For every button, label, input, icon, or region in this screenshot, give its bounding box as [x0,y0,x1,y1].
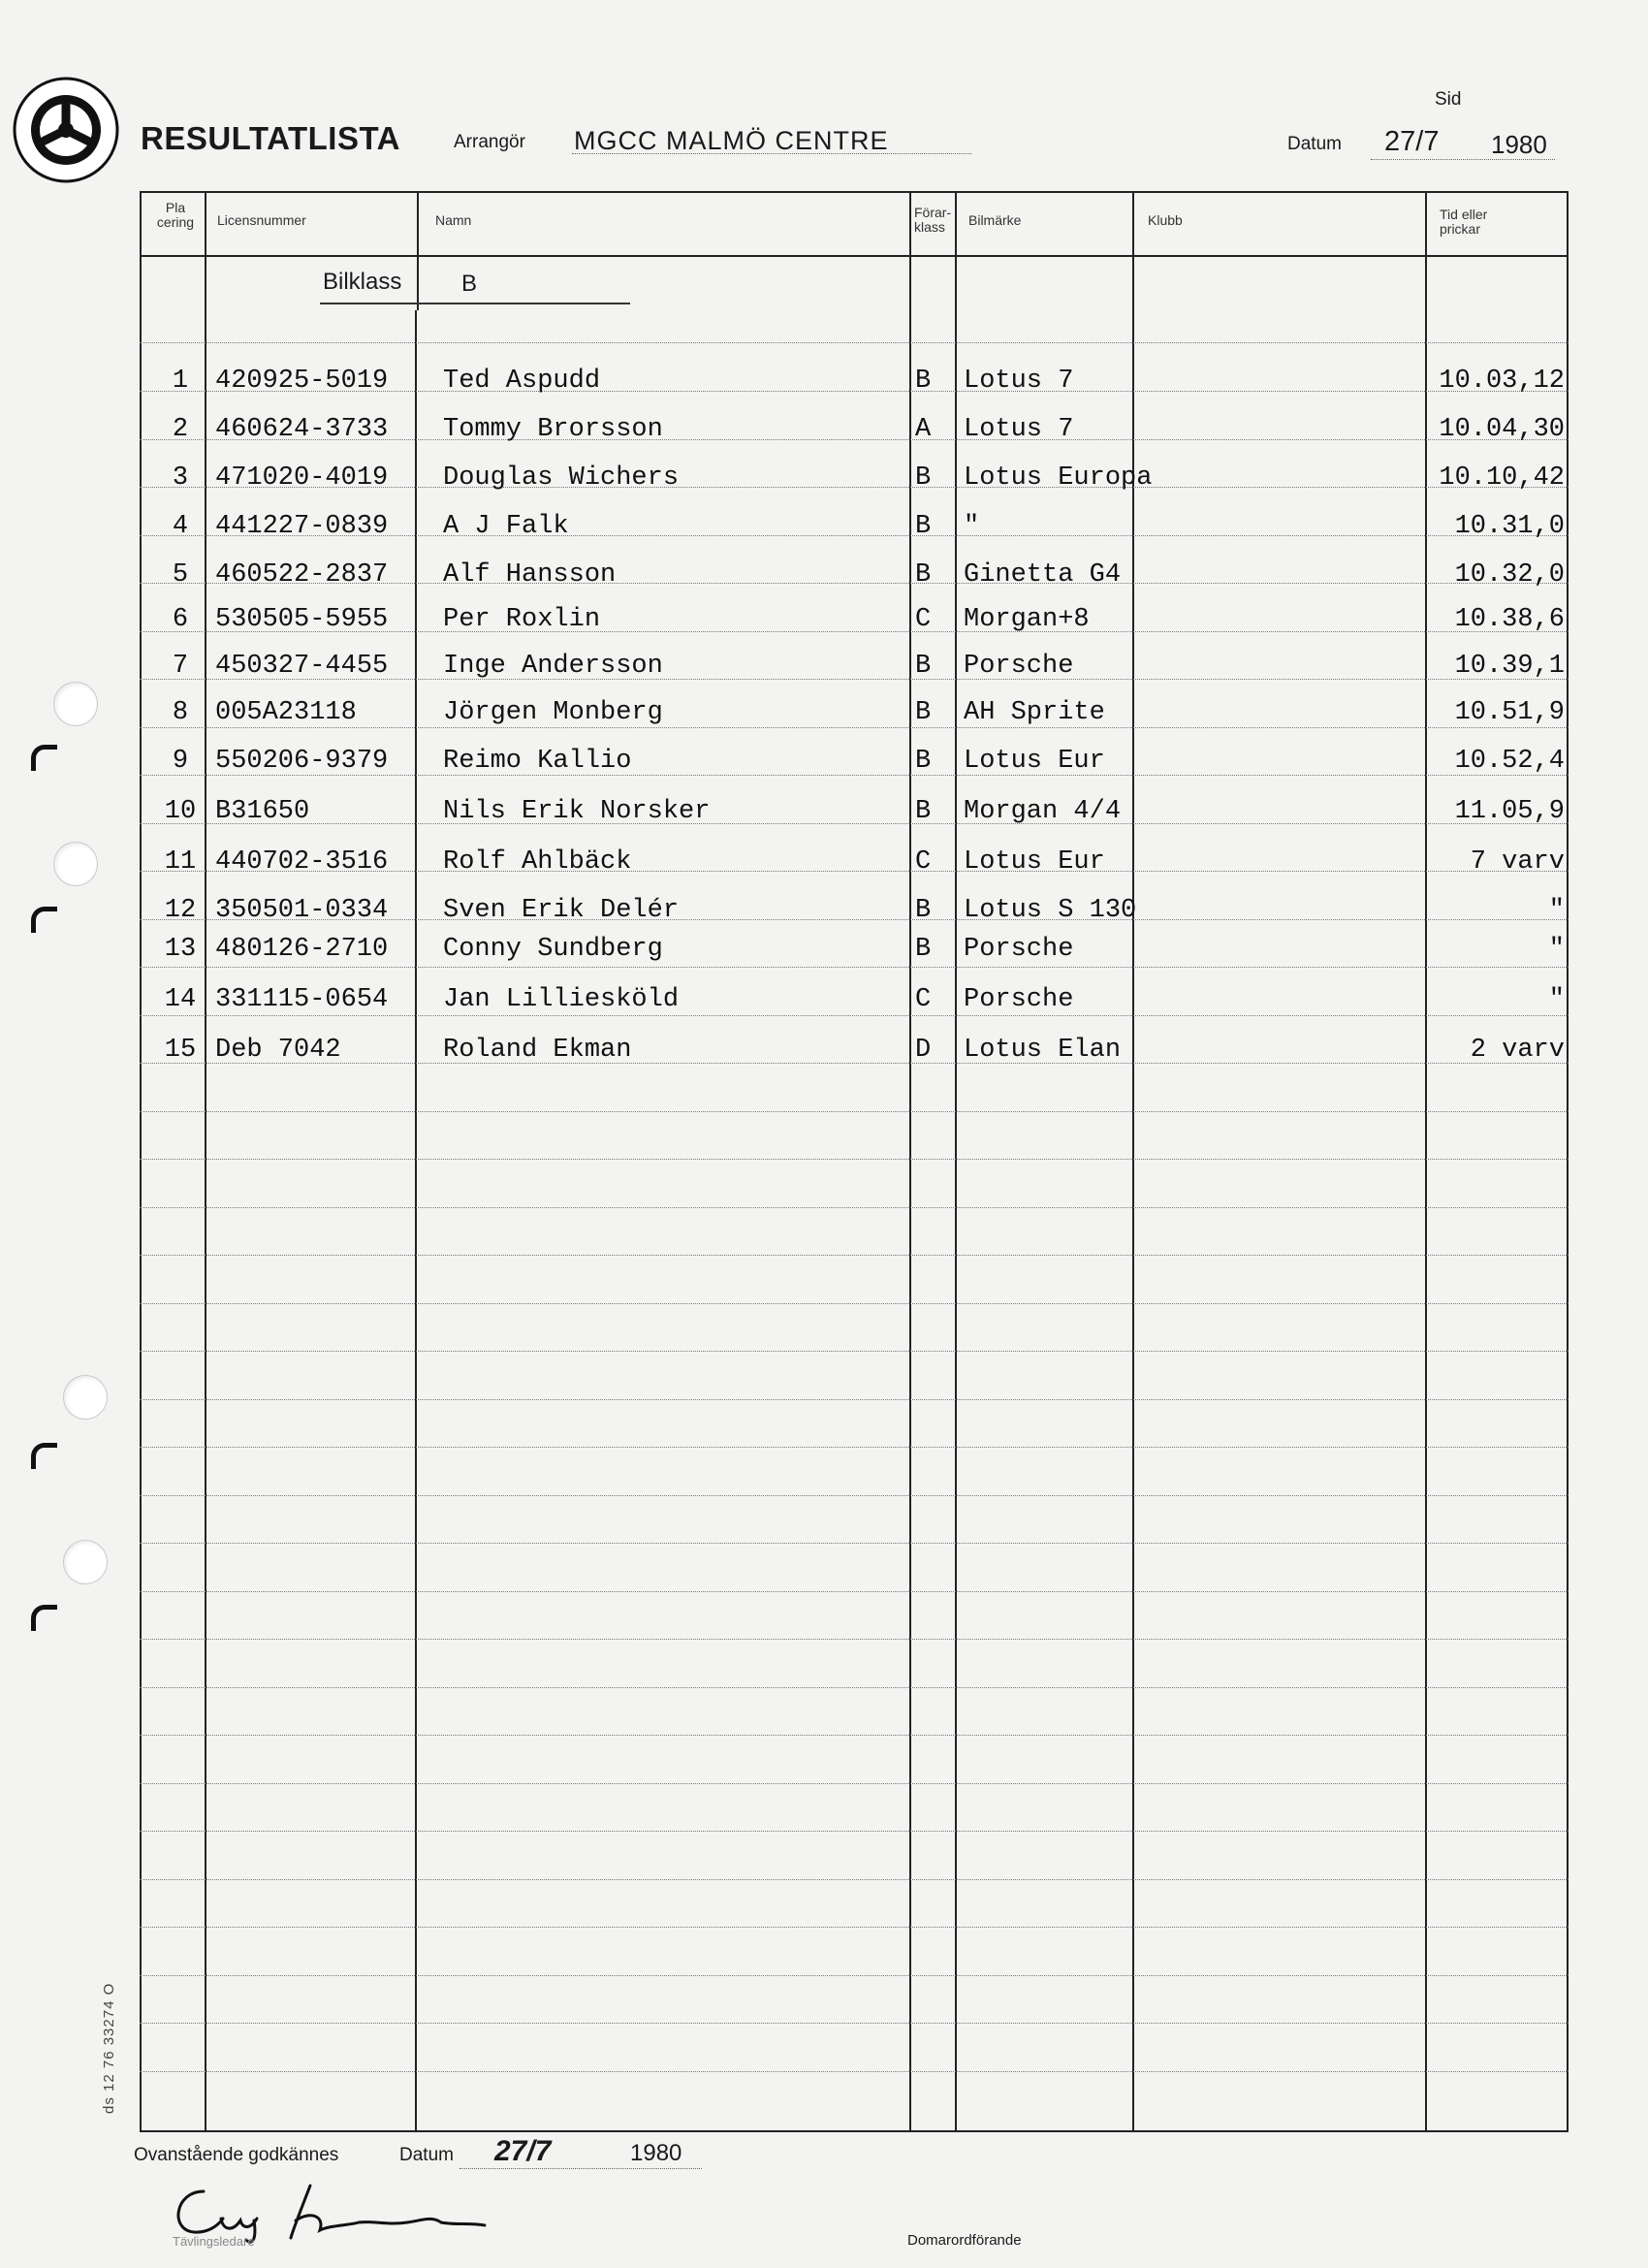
row-place: 1 [172,367,189,396]
row-name: Ted Aspudd [443,367,601,396]
binder-hole [53,682,98,726]
date-value: 27/7 [1384,126,1440,157]
header-namn: Namn [435,212,472,228]
row-name: Nils Erik Norsker [443,797,711,826]
table-row [0,847,1648,896]
row-bilmarke: Lotus 7 [964,367,1074,396]
row-time: 10.38,6 [1454,605,1565,634]
row-name: Conny Sundberg [443,935,663,964]
domar-label: Domarordförande [907,2232,1022,2249]
ruled-line [140,1927,1569,1928]
row-forarklass: D [915,1036,932,1065]
row-time: " [1548,935,1565,964]
row-time: " [1548,896,1565,925]
row-bilmarke: " [964,512,980,541]
table-row [0,698,1648,747]
row-name: Reimo Kallio [443,747,632,776]
row-license: 460522-2837 [215,560,389,590]
row-forarklass: C [915,847,932,877]
ruled-line [140,1783,1569,1784]
binder-mark [31,907,57,933]
table-row [0,560,1648,609]
date-label: Datum [1287,134,1342,154]
table-row [0,1036,1648,1084]
document-title: RESULTATLISTA [141,120,401,156]
row-name: A J Falk [443,512,569,541]
row-bilmarke: Porsche [964,985,1074,1014]
footer-date-value: 27/7 [494,2135,552,2167]
row-forarklass: B [915,463,932,493]
row-forarklass: B [915,698,932,727]
date-underline [1371,159,1555,160]
row-place: 15 [164,1036,197,1065]
row-license: Deb 7042 [215,1036,341,1065]
table-row [0,463,1648,512]
ruled-line [140,1687,1569,1688]
row-place: 2 [172,415,189,444]
ruled-line [140,1447,1569,1448]
table-row [0,605,1648,654]
row-place: 11 [164,847,197,877]
row-name: Rolf Ahlbäck [443,847,632,877]
row-time: 10.32,0 [1454,560,1565,590]
row-name: Jan Lilliesköld [443,985,680,1014]
row-place: 8 [172,698,189,727]
header-placering: Pla cering [156,200,195,230]
row-place: 10 [164,797,197,826]
row-forarklass: A [915,415,932,444]
row-time: 10.31,0 [1454,512,1565,541]
row-license: 350501-0334 [215,896,389,925]
ruled-line [140,342,1569,343]
row-time: 2 varv [1470,1036,1565,1065]
row-place: 9 [172,747,189,776]
row-name: Per Roxlin [443,605,601,634]
row-time: 10.39,1 [1454,652,1565,681]
year-value: 1980 [1491,130,1547,159]
ruled-line [140,1351,1569,1352]
row-place: 13 [164,935,197,964]
row-license: 420925-5019 [215,367,389,396]
row-forarklass: B [915,560,932,590]
ruled-line [140,2071,1569,2072]
row-place: 7 [172,652,189,681]
row-license: 005A23118 [215,698,357,727]
row-bilmarke: Morgan+8 [964,605,1090,634]
footer-year-value: 1980 [630,2140,682,2166]
row-bilmarke: Lotus Europa [964,463,1153,493]
row-time: 10.51,9 [1454,698,1565,727]
row-time: 10.10,42 [1439,463,1565,493]
row-bilmarke: Lotus Elan [964,1036,1122,1065]
row-time: 10.04,30 [1439,415,1565,444]
header-licens: Licensnummer [217,212,306,228]
row-place: 6 [172,605,189,634]
row-license: 471020-4019 [215,463,389,493]
row-bilmarke: Lotus S 130 [964,896,1137,925]
ruled-line [140,1159,1569,1160]
row-forarklass: B [915,935,932,964]
row-name: Sven Erik Delér [443,896,680,925]
ruled-line [140,1975,1569,1976]
row-time: " [1548,985,1565,1014]
table-row [0,797,1648,846]
ruled-line [140,2023,1569,2024]
row-time: 10.52,4 [1454,747,1565,776]
row-place: 5 [172,560,189,590]
ruled-line [140,1591,1569,1592]
row-license: 550206-9379 [215,747,389,776]
table-row [0,652,1648,700]
row-name: Alf Hansson [443,560,617,590]
header-bottom-line [140,255,1569,257]
table-row [0,415,1648,463]
row-place: 14 [164,985,197,1014]
binder-mark [31,1443,57,1469]
binder-mark [31,745,57,771]
table-row [0,512,1648,560]
row-forarklass: B [915,797,932,826]
row-license: 441227-0839 [215,512,389,541]
ruled-line [140,1207,1569,1208]
ruled-line [140,1303,1569,1304]
row-bilmarke: Porsche [964,935,1074,964]
arranger-label: Arrangör [454,132,525,152]
row-forarklass: B [915,747,932,776]
arranger-value: MGCC MALMÖ CENTRE [574,126,889,155]
row-bilmarke: Lotus Eur [964,847,1105,877]
ruled-line [140,1543,1569,1544]
approved-label: Ovanstående godkännes [134,2145,339,2165]
column-divider [417,191,419,310]
row-bilmarke: Lotus 7 [964,415,1074,444]
header-tid: Tid eller prickar [1440,207,1488,237]
row-forarklass: B [915,512,932,541]
ruled-line [140,1399,1569,1400]
row-license: 450327-4455 [215,652,389,681]
row-license: 460624-3733 [215,415,389,444]
table-row [0,935,1648,983]
row-name: Jörgen Monberg [443,698,663,727]
ruled-line [140,1735,1569,1736]
binder-mark [31,1605,57,1631]
row-forarklass: B [915,896,932,925]
ruled-line [140,1255,1569,1256]
organization-logo [12,76,120,184]
ruled-line [140,1111,1569,1112]
row-time: 11.05,9 [1454,797,1565,826]
bilklass-underline [320,303,630,304]
sid-label: Sid [1435,89,1462,110]
row-bilmarke: AH Sprite [964,698,1105,727]
row-place: 12 [164,896,197,925]
signature-caption: Tävlingsledare [173,2234,255,2249]
header-klubb: Klubb [1148,212,1183,228]
ruled-line [140,1495,1569,1496]
footer-date-label: Datum [399,2145,454,2165]
footer-date-underline [460,2168,702,2169]
row-bilmarke: Lotus Eur [964,747,1105,776]
row-time: 10.03,12 [1439,367,1565,396]
table-row [0,985,1648,1034]
row-bilmarke: Ginetta G4 [964,560,1122,590]
row-name: Tommy Brorsson [443,415,663,444]
row-forarklass: B [915,367,932,396]
header-bilmarke: Bilmärke [968,212,1022,228]
ruled-line [140,1879,1569,1880]
print-code: ds 12 76 33274 O [101,1982,117,2114]
row-name: Inge Andersson [443,652,663,681]
row-place: 3 [172,463,189,493]
row-name: Douglas Wichers [443,463,680,493]
row-forarklass: B [915,652,932,681]
binder-hole [63,1540,108,1584]
bilklass-value: B [461,271,478,297]
row-license: 530505-5955 [215,605,389,634]
row-license: 440702-3516 [215,847,389,877]
row-bilmarke: Porsche [964,652,1074,681]
row-license: 331115-0654 [215,985,389,1014]
ruled-line [140,1639,1569,1640]
row-forarklass: C [915,605,932,634]
header-forarklass: Förar- klass [914,205,952,235]
table-row [0,747,1648,795]
row-license: B31650 [215,797,310,826]
row-forarklass: C [915,985,932,1014]
row-license: 480126-2710 [215,935,389,964]
row-bilmarke: Morgan 4/4 [964,797,1122,826]
binder-hole [53,842,98,886]
row-place: 4 [172,512,189,541]
row-time: 7 varv [1470,847,1565,877]
arranger-underline [572,153,971,154]
table-row [0,367,1648,415]
bilklass-label: Bilklass [323,269,402,295]
ruled-line [140,1831,1569,1832]
row-name: Roland Ekman [443,1036,632,1065]
binder-hole [63,1375,108,1420]
